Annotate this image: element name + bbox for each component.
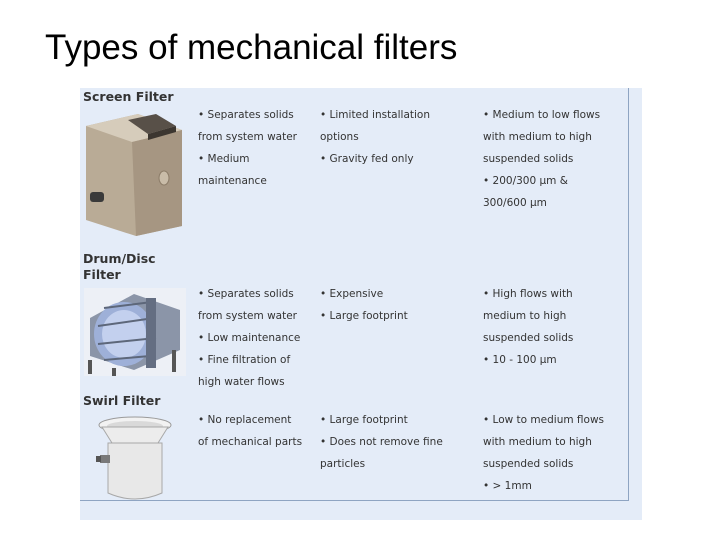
text-line: high water flows [198,376,285,388]
text-line: • Fine filtration of [198,354,291,366]
text-line: suspended solids [483,153,574,165]
swirl-filter-pros [198,409,313,453]
swirl-filter-image [90,415,180,503]
text-line: options [320,131,359,143]
screen-filter-pros [198,104,313,192]
drum-filter-cons [320,283,460,327]
screen-filter-image [84,108,184,238]
section-title-line: Filter [83,267,121,282]
text-line: 300/600 µm [483,197,547,209]
slide-title: Types of mechanical filters [45,28,458,67]
text-line: with medium to high [483,436,592,448]
text-line: • Expensive [320,288,384,300]
text-line: of mechanical parts [198,436,303,448]
filters-table [80,88,629,501]
text-line: with medium to high [483,131,592,143]
text-line: suspended solids [483,458,574,470]
screen-filter-section [80,88,628,248]
text-line: maintenance [198,175,267,187]
swirl-filter-section [80,393,628,498]
text-line: • Limited installation [320,109,430,121]
text-line: • Low to medium flows [483,414,605,426]
text-line: medium to high [483,310,567,322]
drum-filter-specs [483,283,623,371]
text-line: from system water [198,310,297,322]
text-line: • 10 - 100 µm [483,354,557,366]
screen-filter-specs [483,104,623,214]
text-line: • Low maintenance [198,332,301,344]
text-line: from system water [198,131,297,143]
section-title: Swirl Filter [83,393,161,408]
text-line: • Medium to low flows [483,109,601,121]
text-line: • Separates solids [198,109,294,121]
drum-filter-image [84,288,186,376]
text-line: • Does not remove fine [320,436,443,448]
text-line: • Gravity fed only [320,153,414,165]
text-line: • 200/300 µm & [483,175,568,187]
section-title: Screen Filter [83,89,174,104]
section-title-line: Drum/Disc [83,251,156,266]
drum-disc-filter-section [80,251,628,391]
filters-panel [80,88,642,520]
swirl-filter-specs [483,409,623,497]
text-line: • > 1mm [483,480,532,492]
section-title [83,251,156,283]
text-line: • Medium [198,153,250,165]
drum-filter-pros [198,283,313,393]
text-line: • Large footprint [320,414,408,426]
text-line: • Separates solids [198,288,294,300]
text-line: • Large footprint [320,310,408,322]
swirl-filter-cons [320,409,460,475]
text-line: • No replacement [198,414,292,426]
text-line: • High flows with [483,288,573,300]
text-line: suspended solids [483,332,574,344]
text-line: particles [320,458,366,470]
screen-filter-cons [320,104,460,170]
